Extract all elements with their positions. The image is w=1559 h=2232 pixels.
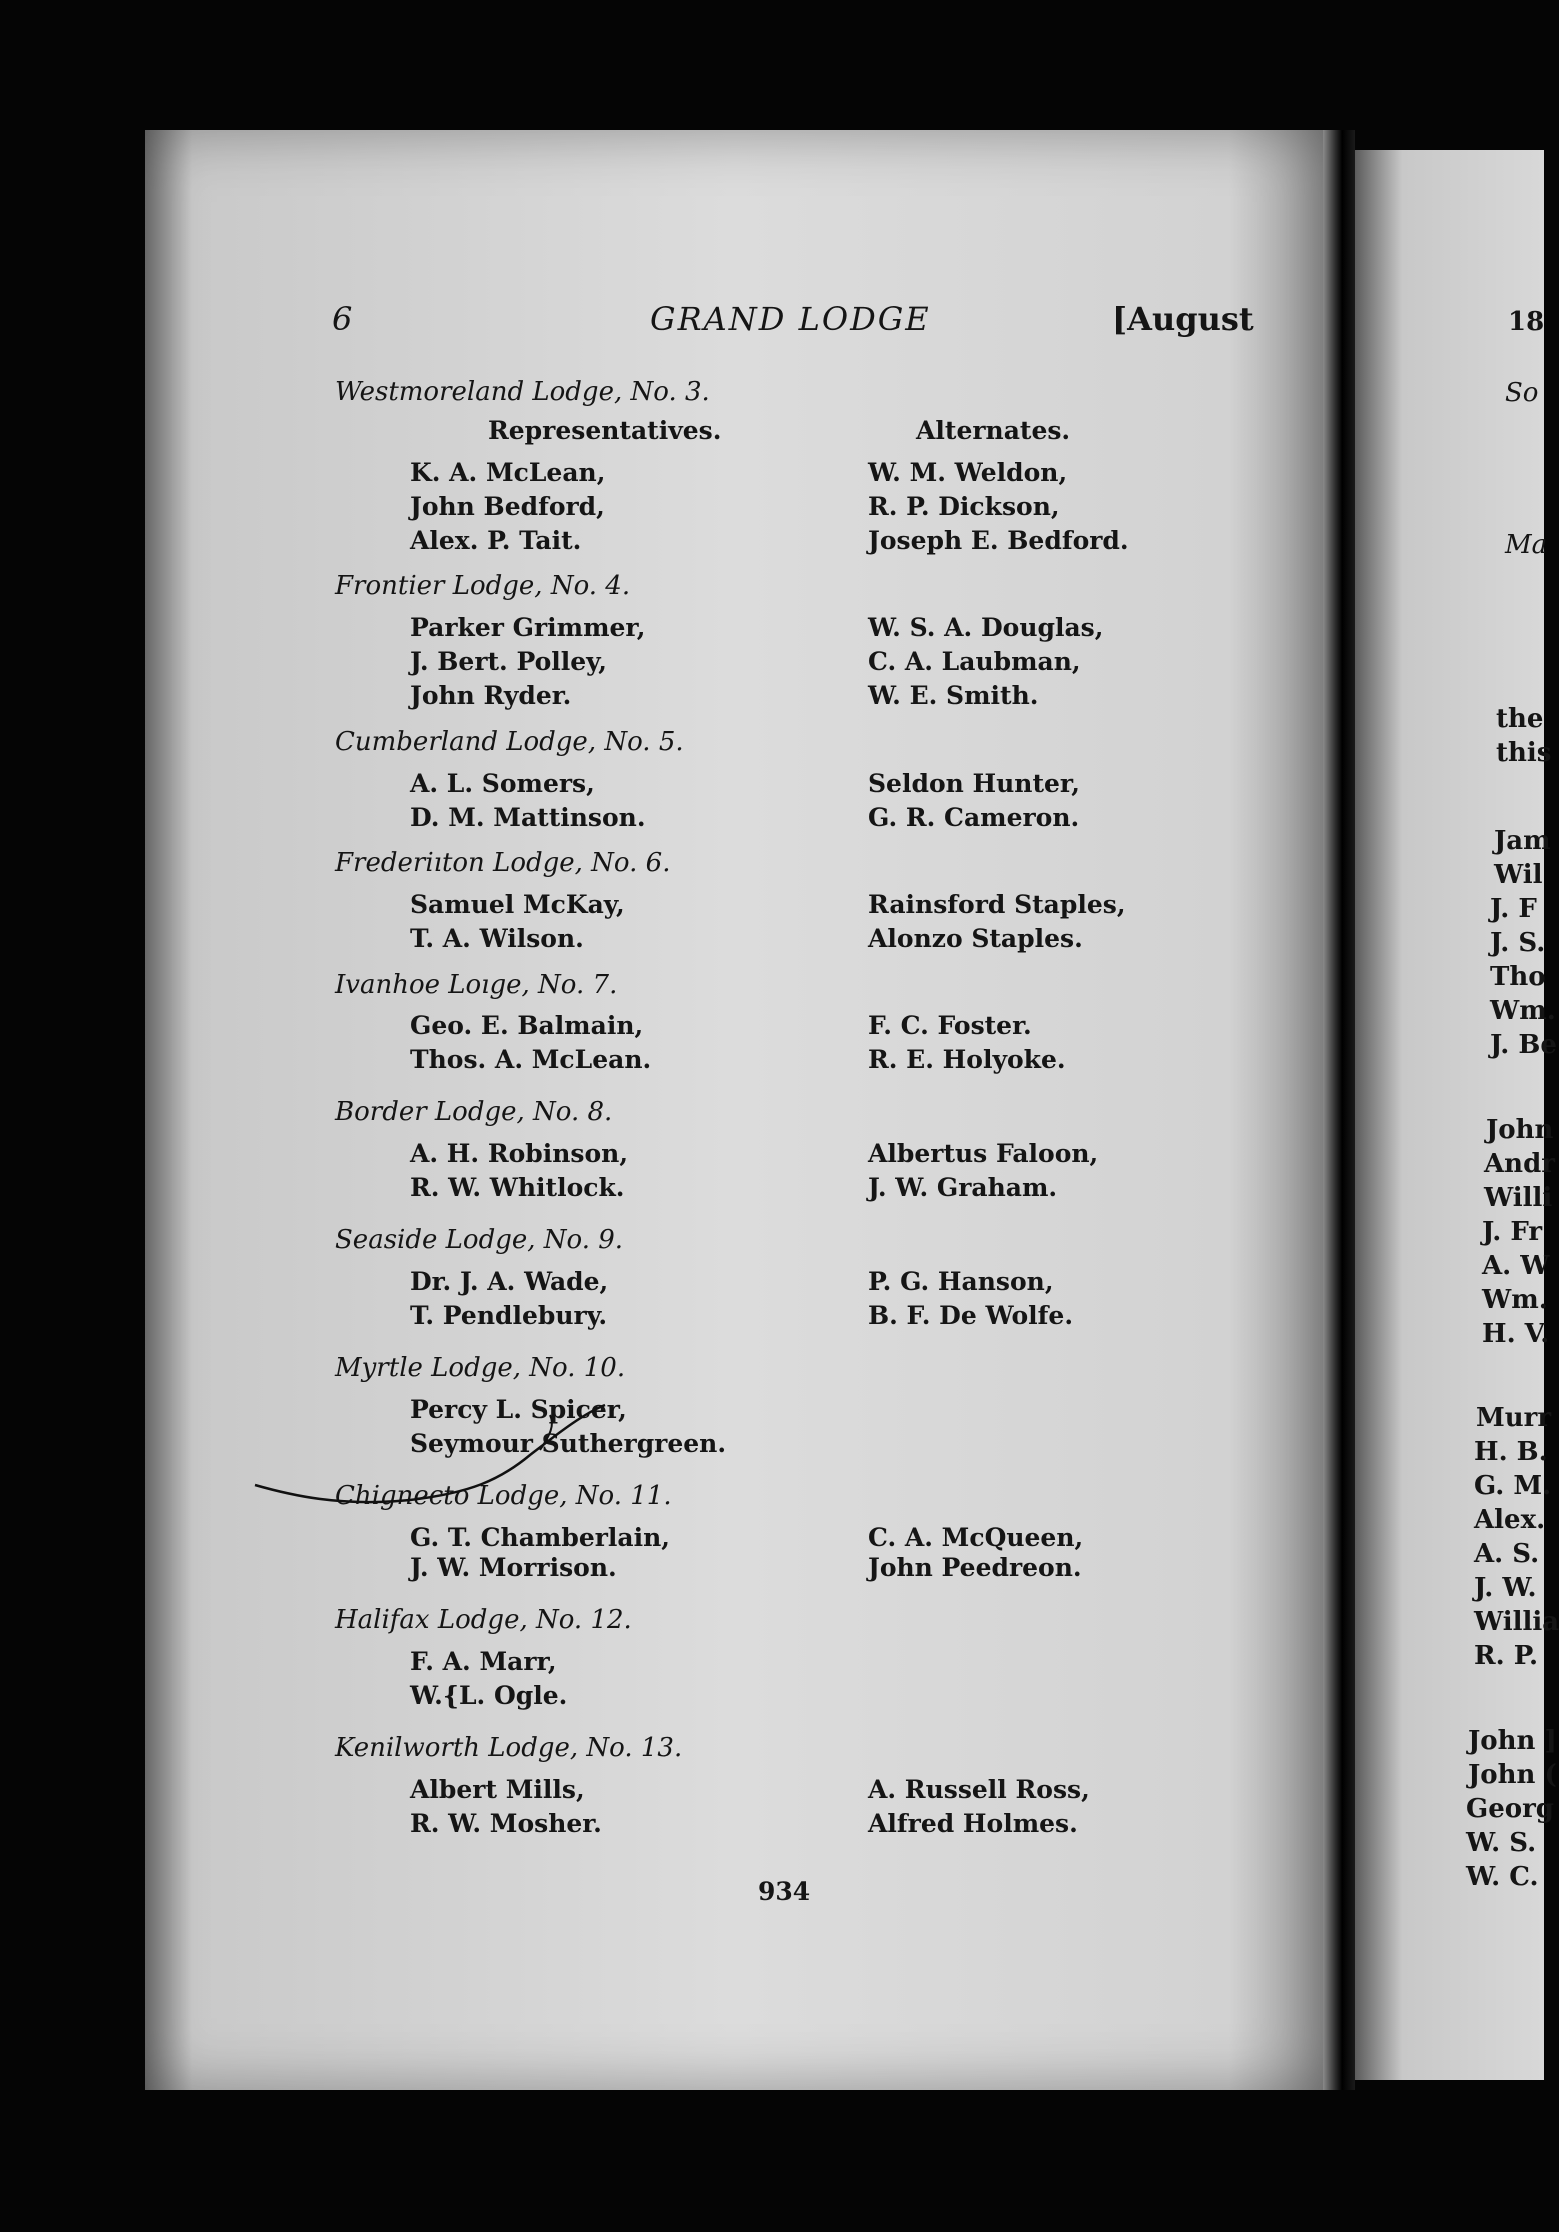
lodge-title: Frontier Lodge, No. 4. bbox=[335, 571, 631, 601]
page-header bbox=[0, 300, 1544, 340]
lodge-title: Ivanhoe Loıge, No. 7. bbox=[335, 970, 618, 1000]
right-page-fragment: J. Fr bbox=[1482, 1217, 1543, 1247]
right-page-fragment: J. S. bbox=[1490, 928, 1546, 958]
lodge-title: Myrtle Lodge, No. 10. bbox=[335, 1353, 626, 1383]
right-page-fragment: Alex. bbox=[1474, 1505, 1546, 1535]
lodge-title: Westmoreland Lodge, No. 3. bbox=[335, 377, 710, 407]
alternate-name: F. C. Foster. bbox=[868, 1011, 1032, 1040]
representative-name: J. W. Morrison. bbox=[410, 1553, 617, 1582]
alternate-name: B. F. De Wolfe. bbox=[868, 1301, 1074, 1330]
right-page-fragment: Jam bbox=[1494, 826, 1551, 856]
representative-name: R. W. Whitlock. bbox=[410, 1173, 625, 1202]
lodge-title: Cumberland Lodge, No. 5. bbox=[335, 727, 684, 757]
alternate-name: Albertus Faloon, bbox=[868, 1139, 1099, 1168]
representative-name: K. A. McLean, bbox=[410, 458, 606, 487]
right-page-fragment: the bbox=[1496, 704, 1544, 734]
representative-name: G. T. Chamberlain, bbox=[410, 1523, 671, 1552]
alternate-name: C. A. McQueen, bbox=[868, 1523, 1084, 1552]
alternate-name: C. A. Laubman, bbox=[868, 647, 1081, 676]
right-page-fragment: Willia bbox=[1474, 1607, 1559, 1637]
right-page-fragment: W. C. bbox=[1466, 1862, 1539, 1892]
right-page-fragment: John ] bbox=[1468, 1726, 1557, 1756]
alternate-name: Seldon Hunter, bbox=[868, 769, 1080, 798]
representative-name: Dr. J. A. Wade, bbox=[410, 1267, 609, 1296]
right-page-fragment: Murr bbox=[1476, 1403, 1552, 1433]
representative-name: Seymour Suthergreen. bbox=[410, 1429, 727, 1458]
representative-name: A. H. Robinson, bbox=[410, 1139, 629, 1168]
representative-name: Samuel McKay, bbox=[410, 890, 625, 919]
representative-name: Geo. E. Balmain, bbox=[410, 1011, 644, 1040]
right-page-fragment: Andr bbox=[1484, 1149, 1555, 1179]
representative-name: W.{L. Ogle. bbox=[410, 1681, 568, 1710]
book-gutter bbox=[1323, 130, 1355, 2090]
representative-name: A. L. Somers, bbox=[410, 769, 595, 798]
lodge-title: Border Lodge, No. 8. bbox=[335, 1097, 613, 1127]
lodge-title: Kenilworth Lodge, No. 13. bbox=[335, 1733, 683, 1763]
left-page bbox=[145, 130, 1323, 2090]
lodge-title: Halifax Lodge, No. 12. bbox=[335, 1605, 632, 1635]
representative-name: R. W. Mosher. bbox=[410, 1809, 602, 1838]
representatives-heading: Representatives. bbox=[488, 416, 722, 445]
alternate-name: W. M. Weldon, bbox=[868, 458, 1068, 487]
representative-name: John Ryder. bbox=[410, 681, 572, 710]
right-page-fragment: W. S. bbox=[1466, 1828, 1537, 1858]
right-page-fragment: H. V. bbox=[1482, 1319, 1550, 1349]
right-page-fragment: A. S. bbox=[1474, 1539, 1540, 1569]
pen-mark bbox=[250, 1395, 670, 1505]
header-month: [August bbox=[1112, 300, 1254, 338]
alternate-name: R. E. Holyoke. bbox=[868, 1045, 1066, 1074]
right-page-fragment: Georg bbox=[1466, 1794, 1554, 1824]
alternate-name: R. P. Dickson, bbox=[868, 492, 1060, 521]
right-page-fragment: Tho bbox=[1490, 962, 1546, 992]
right-page-fragment: Wm. bbox=[1490, 996, 1556, 1026]
alternate-name: Joseph E. Bedford. bbox=[868, 526, 1129, 555]
right-page-fragment: Wil bbox=[1494, 860, 1543, 890]
lodge-title: Seaside Lodge, No. 9. bbox=[335, 1225, 624, 1255]
alternate-name: W. E. Smith. bbox=[868, 681, 1039, 710]
alternate-name: A. Russell Ross, bbox=[868, 1775, 1090, 1804]
header-page-number: 6 bbox=[332, 300, 353, 338]
right-page-fragment: John bbox=[1486, 1115, 1554, 1145]
alternate-name: J. W. Graham. bbox=[868, 1173, 1058, 1202]
right-page-fragment: J. W. bbox=[1474, 1573, 1537, 1603]
alternates-heading: Alternates. bbox=[916, 416, 1071, 445]
representative-name: D. M. Mattinson. bbox=[410, 803, 646, 832]
right-page-fragment: G. M. bbox=[1474, 1471, 1552, 1501]
header-title: GRAND LODGE bbox=[650, 300, 931, 338]
right-page-fragment: A. W bbox=[1482, 1251, 1550, 1281]
right-page-fragment: Wm. bbox=[1482, 1285, 1548, 1315]
right-page-fragment: Willi bbox=[1484, 1183, 1553, 1213]
right-page-fragment: H. B. bbox=[1474, 1437, 1548, 1467]
lodge-title: Frederiıton Lodge, No. 6. bbox=[335, 848, 671, 878]
representative-name: T. Pendlebury. bbox=[410, 1301, 608, 1330]
alternate-name: G. R. Cameron. bbox=[868, 803, 1080, 832]
lodge-title: Chignecto Lodge, No. 11. bbox=[335, 1481, 672, 1511]
representative-name: J. Bert. Polley, bbox=[410, 647, 607, 676]
right-page-fragment: So bbox=[1505, 378, 1539, 408]
representative-name: John Bedford, bbox=[410, 492, 605, 521]
right-page-fragment: this bbox=[1496, 738, 1552, 768]
alternate-name: W. S. A. Douglas, bbox=[868, 613, 1104, 642]
representative-name: Albert Mills, bbox=[410, 1775, 585, 1804]
representative-name: Thos. A. McLean. bbox=[410, 1045, 652, 1074]
representative-name: Alex. P. Tait. bbox=[410, 526, 582, 555]
representative-name: F. A. Marr, bbox=[410, 1647, 557, 1676]
alternate-name: Alfred Holmes. bbox=[868, 1809, 1078, 1838]
representative-name: Percy L. Spicer, bbox=[410, 1395, 627, 1424]
alternate-name: Rainsford Staples, bbox=[868, 890, 1126, 919]
representative-name: Parker Grimmer, bbox=[410, 613, 646, 642]
right-page-fragment: Ma bbox=[1505, 530, 1548, 560]
right-page-fragment: John ( bbox=[1468, 1760, 1557, 1790]
alternate-name: P. G. Hanson, bbox=[868, 1267, 1054, 1296]
right-page-fragment: R. P. bbox=[1474, 1641, 1539, 1671]
alternate-name: John Peedreon. bbox=[868, 1553, 1082, 1582]
page-footer-number: 934 bbox=[758, 1877, 811, 1906]
alternate-name: Alonzo Staples. bbox=[868, 924, 1083, 953]
right-page-fragment: J. Be bbox=[1490, 1030, 1557, 1060]
right-page-fragment: 18 bbox=[1508, 307, 1545, 337]
right-page-fragment: J. F bbox=[1490, 894, 1537, 924]
representative-name: T. A. Wilson. bbox=[410, 924, 584, 953]
